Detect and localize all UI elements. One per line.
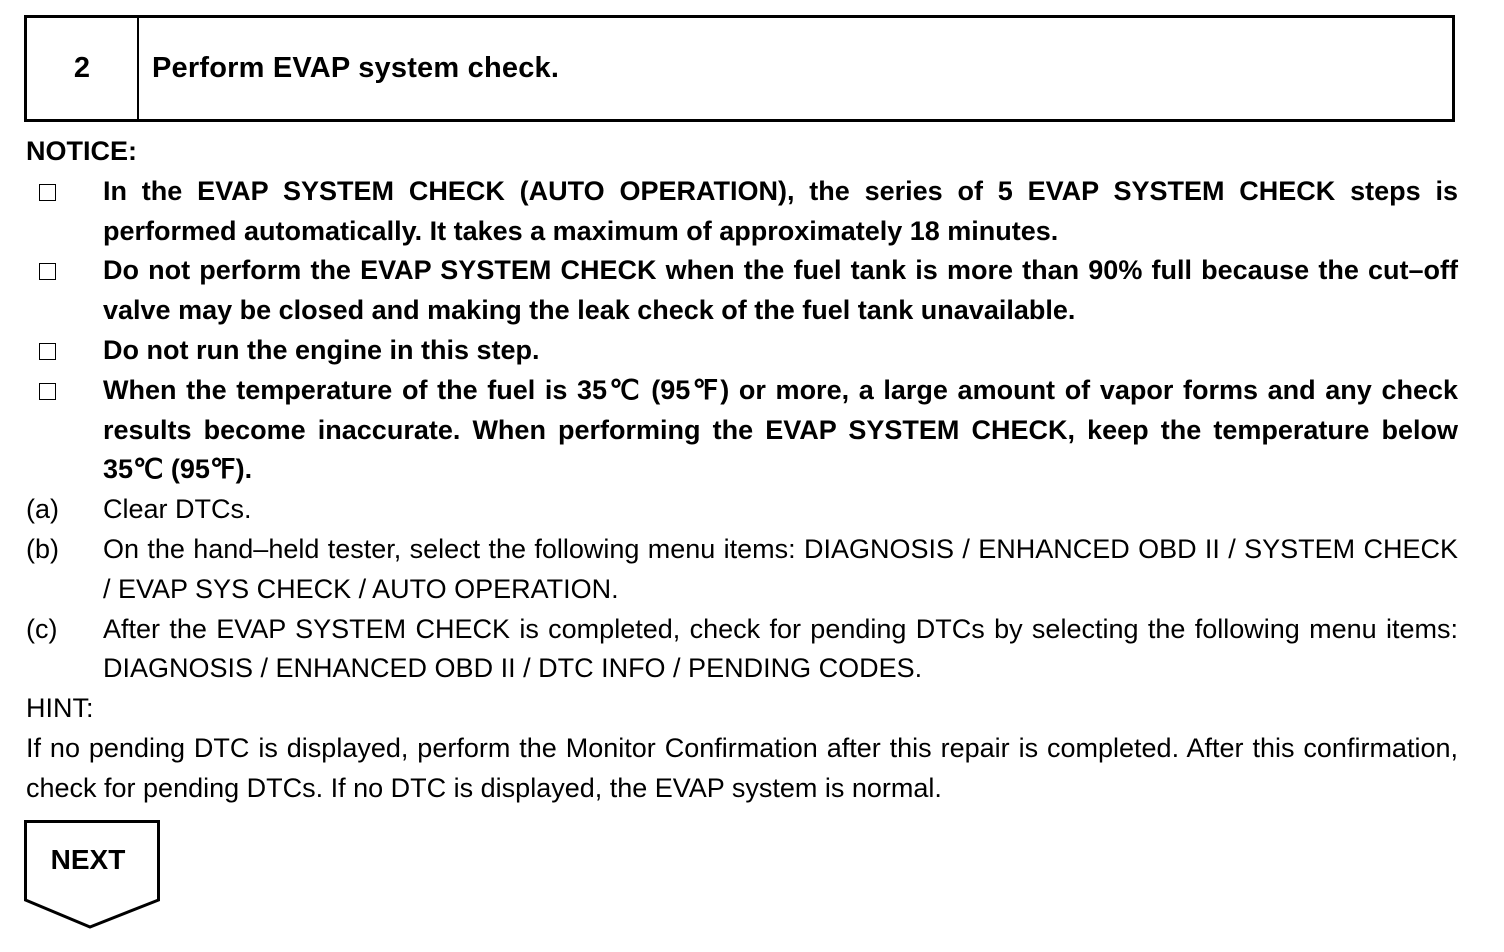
notice-bullet — [26, 251, 103, 331]
hint-label: HINT: — [26, 693, 94, 724]
checkbox-icon — [39, 184, 56, 201]
checkbox-icon — [39, 383, 56, 400]
notice-item-text: When the temperature of the fuel is 35℃ (95℉) or more, a large amount of vapor forms and any check results become inaccurate. When performing the EVAP SYSTEM CHECK, keep the temperature below 35℃ (95℉). — [103, 374, 1458, 485]
notice-bullet — [26, 371, 103, 490]
notice-item-text: In the EVAP SYSTEM CHECK (AUTO OPERATION), the series of 5 EVAP SYSTEM CHECK steps is performed automatically. It takes a maximum of approximately 18 minutes. — [103, 175, 1458, 246]
procedure-step — [26, 490, 1458, 530]
step-content — [26, 132, 1458, 809]
procedure-text: After the EVAP SYSTEM CHECK is completed, check for pending DTCs by selecting the following menu items: DIAGNOSIS / ENHANCED OBD II / DTC INFO / PENDING CODES. — [103, 613, 1458, 684]
next-label: NEXT — [50, 844, 126, 875]
step-title: Perform EVAP system check. — [152, 52, 560, 84]
checkbox-icon — [39, 263, 56, 280]
checkbox-icon — [39, 343, 56, 360]
notice-item-text: Do not run the engine in this step. — [103, 334, 540, 365]
procedure-step — [26, 610, 1458, 690]
notice-label: NOTICE: — [26, 136, 137, 166]
procedure-marker: (a) — [26, 494, 59, 525]
notice-item — [26, 331, 1458, 371]
procedure-text: Clear DTCs. — [103, 494, 252, 525]
notice-bullet — [26, 172, 103, 252]
notice-bullet — [26, 331, 103, 371]
procedure-step — [26, 530, 1458, 610]
hint-text: If no pending DTC is displayed, perform the Monitor Confirmation after this repair is completed. After this confirmation, check for pending DTCs. If no DTC is displayed, the EVAP system is normal. — [26, 732, 1458, 803]
procedure-marker: (c) — [26, 613, 58, 644]
notice-item-text: Do not perform the EVAP SYSTEM CHECK when the fuel tank is more than 90% full because the cut–off valve may be closed and making the leak check of the fuel tank unavailable. — [103, 255, 1458, 326]
procedure-text: On the hand–held tester, select the following menu items: DIAGNOSIS / ENHANCED OBD II / SYSTEM CHECK / EVAP SYS CHECK / AUTO OPERATION. — [103, 533, 1458, 604]
next-button[interactable] — [24, 820, 160, 930]
notice-item — [26, 251, 1458, 331]
notice-item — [26, 172, 1458, 252]
step-header — [24, 15, 1455, 122]
procedure-marker: (b) — [26, 533, 59, 564]
notice-item — [26, 371, 1458, 490]
step-number: 2 — [27, 18, 139, 119]
